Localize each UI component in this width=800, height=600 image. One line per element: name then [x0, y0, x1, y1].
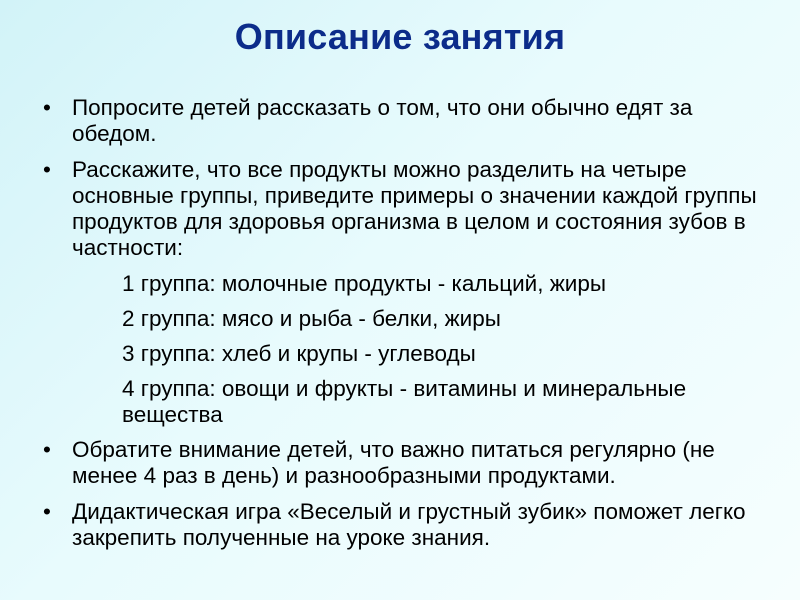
bullet-icon: •	[43, 95, 51, 120]
group-item-text: 3 группа: хлеб и крупы - углеводы	[122, 341, 476, 366]
list-item-text: Попросите детей рассказать о том, что они обычно едят за обедом.	[72, 95, 693, 146]
slide-content	[40, 95, 780, 561]
list-item-didactic-game	[40, 499, 780, 551]
list-item-ask-lunch	[40, 95, 780, 147]
group-item-2	[40, 306, 780, 332]
bullet-icon: •	[43, 157, 51, 182]
group-item-3	[40, 341, 780, 367]
group-item-text: 1 группа: молочные продукты - кальций, жиры	[122, 271, 607, 296]
slide-title: Описание занятия	[234, 16, 566, 57]
bullet-icon: •	[43, 499, 51, 524]
group-item-1	[40, 271, 780, 297]
list-item-regular-eating	[40, 437, 780, 489]
group-item-text: 4 группа: овощи и фрукты - витамины и минеральные вещества	[122, 376, 687, 427]
group-item-text: 2 группа: мясо и рыба - белки, жиры	[122, 306, 501, 331]
list-item-text: Дидактическая игра «Веселый и грустный зубик» поможет легко закрепить полученные на уроке знания.	[72, 499, 746, 550]
list-item-text: Расскажите, что все продукты можно разделить на четыре основные группы, приведите примеры о значении каждой группы продуктов для здоровья организма в целом и состояния зубов в частности:	[72, 157, 757, 260]
group-item-4	[40, 376, 780, 428]
list-item-food-groups	[40, 157, 780, 261]
list-item-text: Обратите внимание детей, что важно питаться регулярно (не менее 4 раз в день) и разнообразными продуктами.	[72, 437, 715, 488]
bullet-icon: •	[43, 437, 51, 462]
